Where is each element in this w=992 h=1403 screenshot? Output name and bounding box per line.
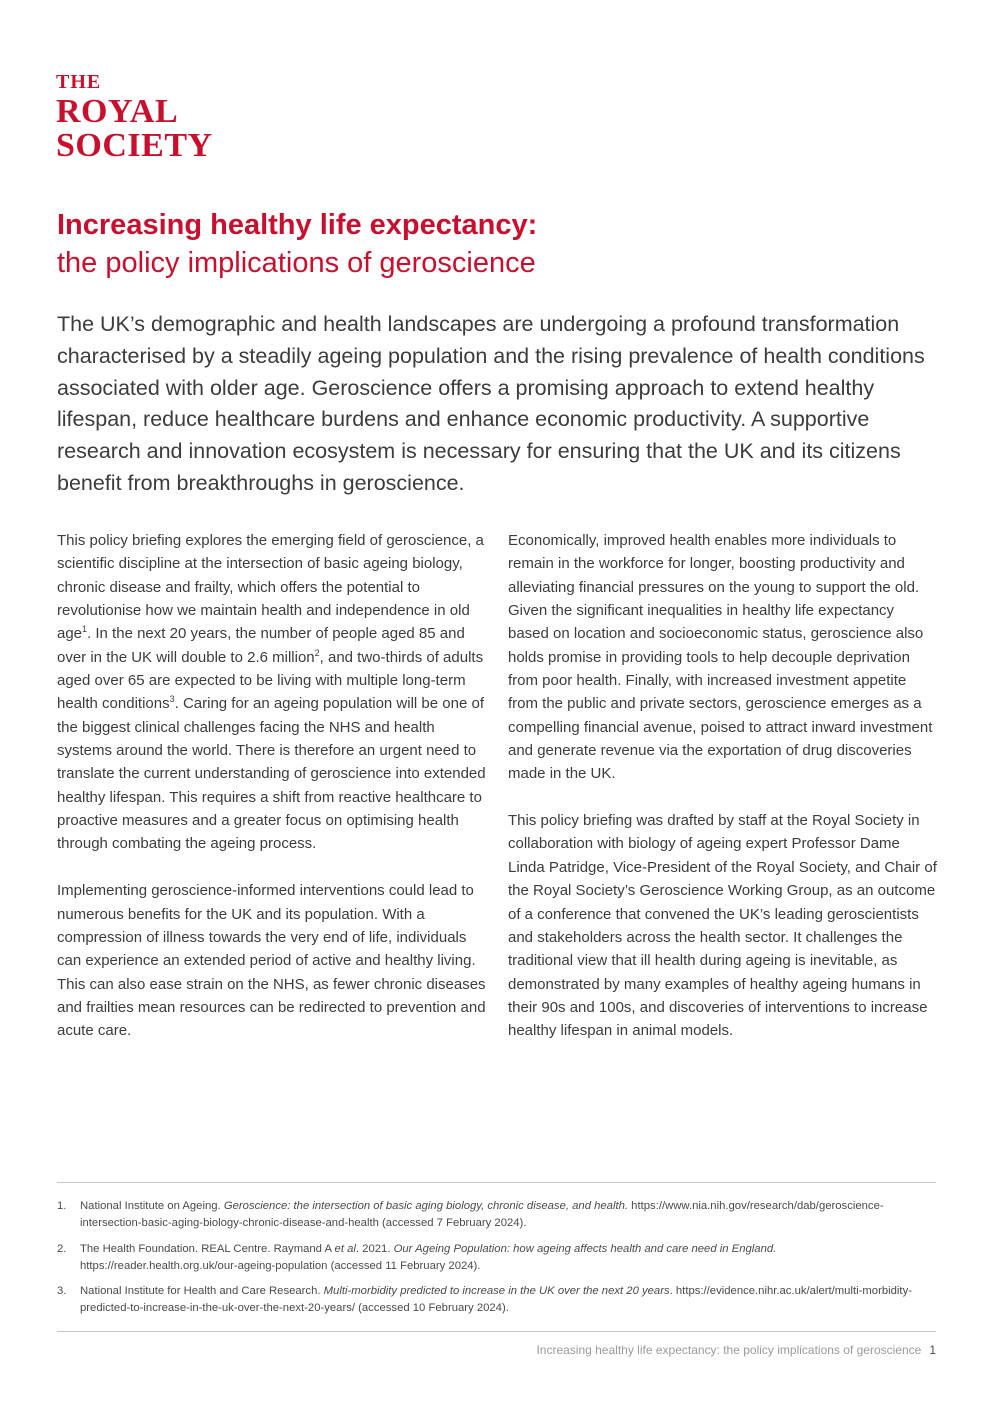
body-column-right — [508, 529, 938, 1066]
footnote-2 — [57, 1241, 936, 1275]
footnote-text — [80, 1198, 936, 1232]
footnote-link[interactable]: . https://evidence.nihr.ac.uk/alert/multi-morbidity-predicted-to-increase-in-the-uk-over-the-next-20-years/ (accessed 10 February 2024). — [80, 1285, 912, 1314]
body-paragraph-3: Economically, improved health enables more individuals to remain in the workforce for longer, boosting productivity and alleviating financial pressures on the young to support the old. Given the significant inequalities in healthy life expectancy based on location and socioeconomic status, geroscience also holds promise in providing tools to help decouple deprivation from poor health. Finally, with increased investment appetite from the public and private sectors, geroscience emerges as a compelling financial avenue, poised to attract inward investment and generate revenue via the exportation of drug discoveries made in the UK. — [508, 532, 933, 783]
footnotes — [57, 1198, 936, 1326]
footnote-ref-1: 1 — [82, 624, 88, 635]
royal-society-logo — [56, 72, 213, 163]
body-paragraph-2: Implementing geroscience-informed interventions could lead to numerous benefits for the UK and its population. With a compression of illness towards the very end of life, individuals can experience an extended period of active and healthy living. This can also ease strain on the NHS, as fewer chronic diseases and frailties mean resources can be redirected to prevention and acute care. — [57, 882, 486, 1040]
title-main: Increasing healthy life expectancy: — [57, 209, 538, 241]
footnote-year: . 2021. — [355, 1242, 394, 1255]
footnote-number: 1. — [57, 1200, 67, 1212]
intro-paragraph: The UK’s demographic and health landscapes are undergoing a profound transformation characterised by a steadily ageing population and the rising prevalence of health conditions associated with older age. Geroscience offers a promising approach to extend healthy lifespan, reduce healthcare burdens and enhance economic productivity. A supportive research and innovation ecosystem is necessary for ensuring that the UK and its citizens benefit from breakthroughs in geroscience. — [57, 312, 925, 495]
body-paragraph-1 — [57, 529, 487, 856]
footnote-text — [80, 1283, 936, 1317]
p1-text-c: , and two-thirds of adults aged over 65 are expected to be living with multiple long-term health conditions — [57, 648, 484, 713]
footnote-et-al: et al — [334, 1242, 356, 1255]
footnote-1 — [57, 1198, 936, 1232]
page-title — [57, 206, 937, 282]
footer-running-title: Increasing healthy life expectancy: the policy implications of geroscience — [536, 1343, 922, 1357]
footnote-source: National Institute on Ageing. — [80, 1200, 224, 1212]
p1-text-a: This policy briefing explores the emerging field of geroscience, a scientific discipline at the intersection of basic ageing biology, chronic disease and frailty, which offers the potential to revolutionise how we maintain health and independence in old age — [57, 532, 484, 643]
footnote-3 — [57, 1283, 936, 1317]
footnote-ref-2: 2 — [314, 647, 320, 658]
footnotes-divider — [57, 1182, 936, 1183]
footnote-ref-3: 3 — [169, 694, 175, 705]
body-column-left — [57, 529, 487, 1066]
footer-divider — [57, 1331, 936, 1332]
footnote-title: Geroscience: the intersection of basic aging biology, chronic disease, and health. — [223, 1200, 629, 1212]
page-number: 1 — [929, 1343, 936, 1357]
page-footer — [536, 1343, 936, 1357]
logo-line-society: SOCIETY — [56, 127, 213, 164]
p1-text-d: . Caring for an ageing population will be one of the biggest clinical challenges facing the NHS and health systems around the world. There is therefore an urgent need to translate the current understanding of geroscience into extended healthy lifespan. This requires a shift from reactive healthcare to proactive measures and a greater focus on optimising health through combating the ageing process. — [57, 695, 486, 853]
footnote-title: Multi-morbidity predicted to increase in the UK over the next 20 years — [323, 1285, 670, 1297]
body-paragraph-4: This policy briefing was drafted by staff at the Royal Society in collaboration with biology of ageing expert Professor Dame Linda Patridge, Vice-President of the Royal Society, and Chair of the Royal Society’s Geroscience Working Group, as an outcome of a conference that convened the UK’s leading geroscientists and stakeholders across the health sector. It challenges the traditional view that ill health during ageing is inevitable, as demonstrated by many examples of healthy ageing humans in their 90s and 100s, and discoveries of interventions to increase healthy lifespan in animal models. — [508, 812, 937, 1040]
footnote-number: 3. — [57, 1285, 67, 1297]
p1-text-b: . In the next 20 years, the number of people aged 85 and over in the UK will double to 2.6 million — [57, 625, 465, 666]
logo-line-the: THE — [56, 71, 102, 93]
footnote-number: 2. — [57, 1242, 67, 1255]
footnote-source: The Health Foundation. REAL Centre. Raymand A — [80, 1242, 335, 1255]
footnote-source: National Institute for Health and Care Research. — [80, 1285, 324, 1297]
footnote-link[interactable]: https://www.nia.nih.gov/research/dab/geroscience-intersection-basic-aging-biology-chronic-disease-and-health (accessed 7 February 2024). — [80, 1200, 884, 1229]
logo-line-royal: ROYAL — [56, 93, 179, 130]
footnote-title: Our Ageing Population: how ageing affects health and care need in England. — [393, 1242, 777, 1255]
footnote-text — [80, 1241, 936, 1275]
title-subtitle: the policy implications of geroscience — [57, 247, 536, 279]
footnote-link[interactable]: https://reader.health.org.uk/our-ageing-population (accessed 11 February 2024). — [80, 1259, 481, 1272]
